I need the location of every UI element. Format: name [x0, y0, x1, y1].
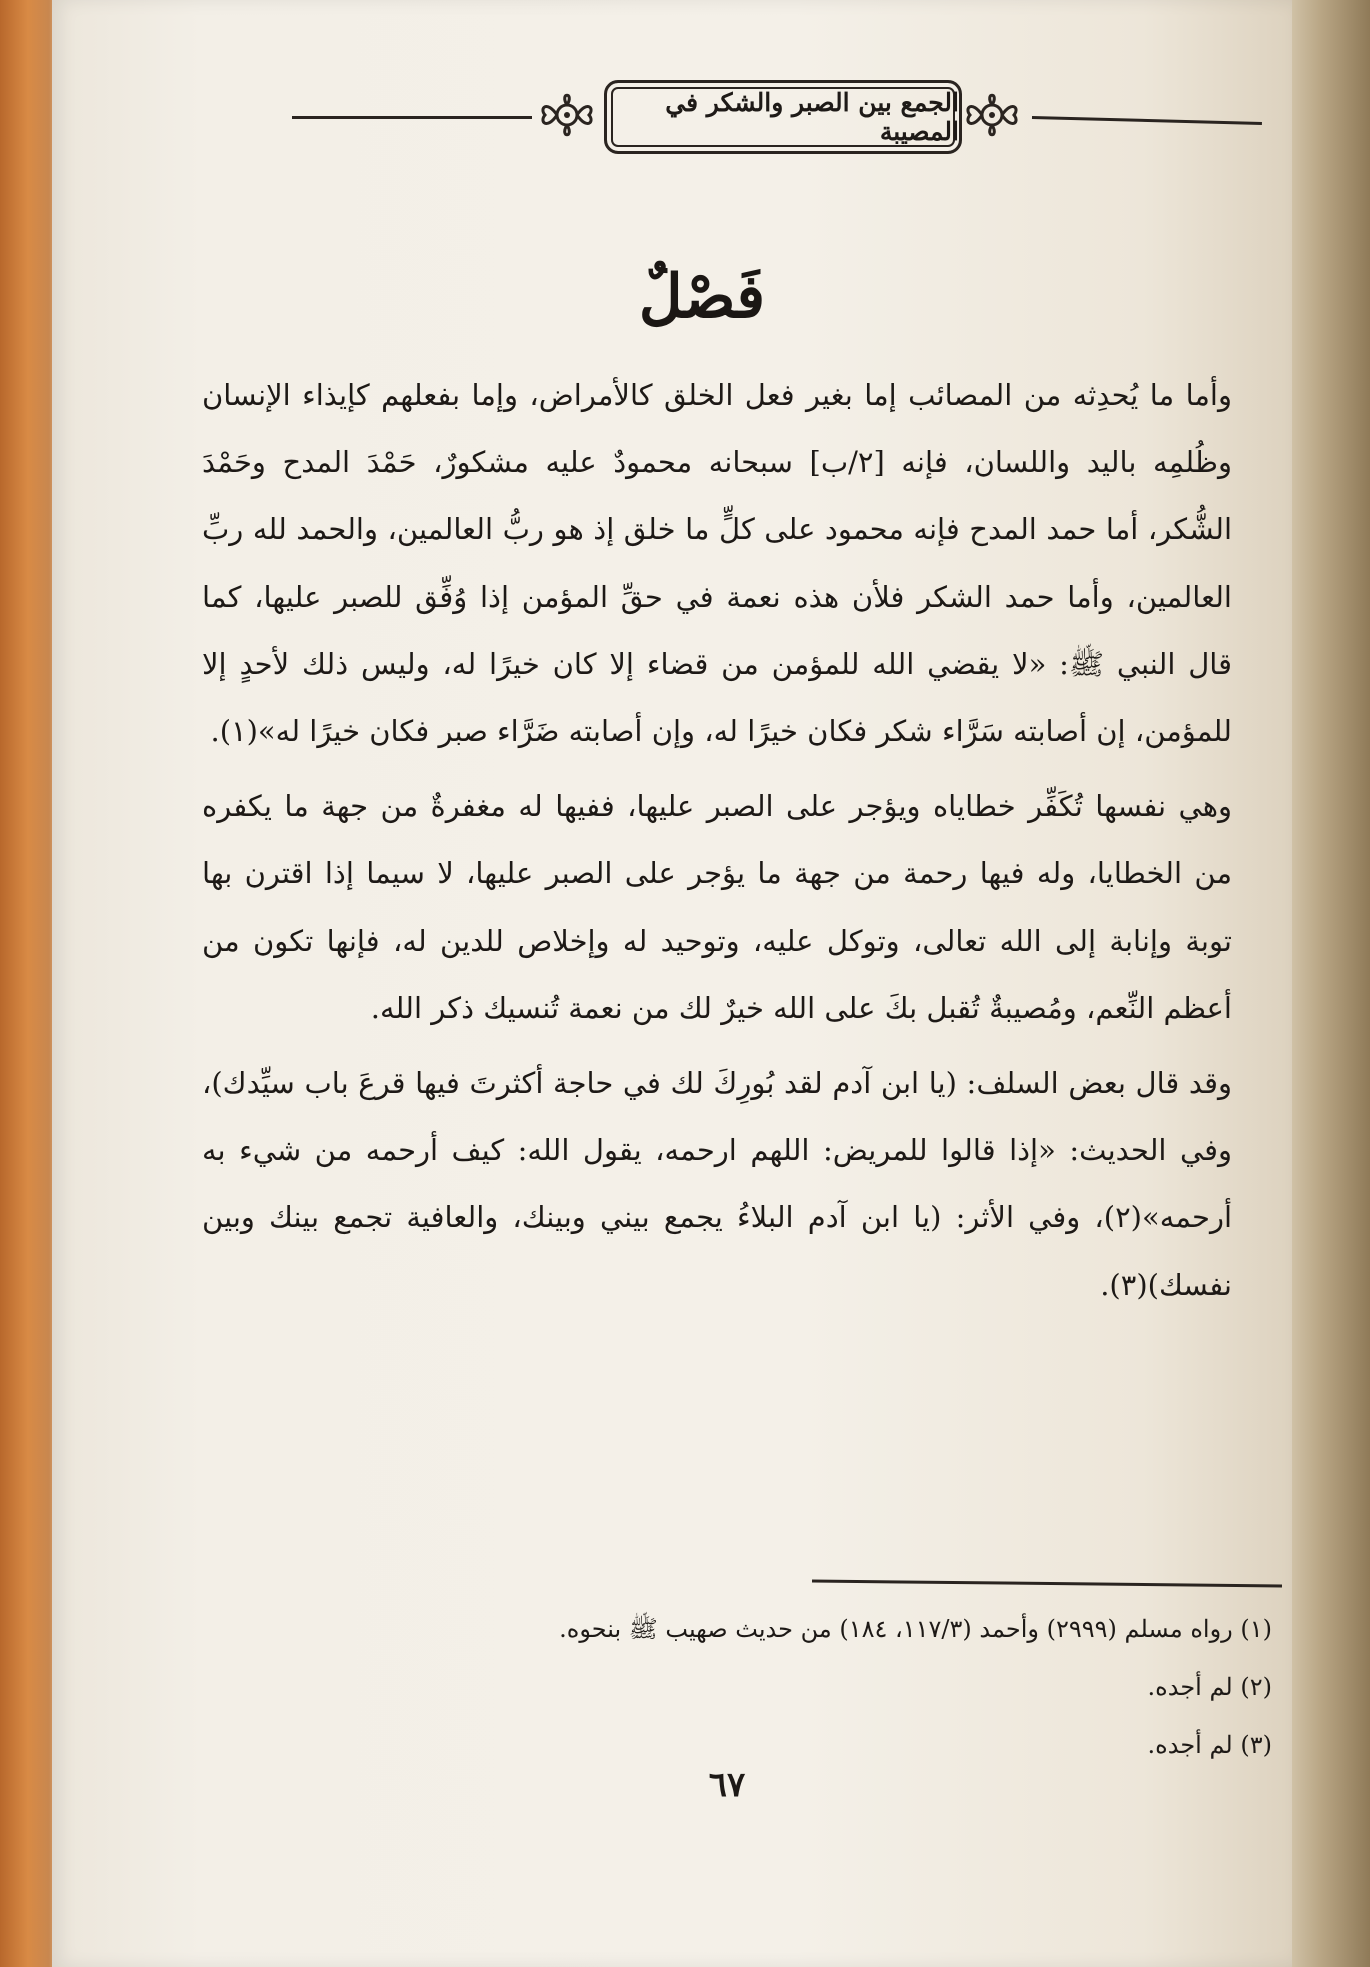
ornament-right-icon — [962, 86, 1022, 144]
footnote-separator — [812, 1580, 1282, 1588]
book-edge-right — [1280, 0, 1370, 1967]
header-rule-left — [292, 116, 532, 119]
paragraph-3: وقد قال بعض السلف: (يا ابن آدم لقد بُورِكَ لك في حاجة أكثرتَ فيها قرعَ باب سيِّدك)، وفي الحديث: «إذا قالوا للمريض: اللهم ارحمه، يقول الله: كيف أرحمه من شيء به أرحمه»(٢)، وفي الأثر: (يا ابن آدم البلاءُ يجمع بيني وبينك، والعافية تجمع بينك وبين نفسك)(٣). — [202, 1066, 1232, 1302]
paragraph-2: وهي نفسها تُكَفِّر خطاياه ويؤجر على الصبر عليها، ففيها له مغفرةٌ من جهة ما يكفره من الخطايا، وله فيها رحمة من جهة ما يؤجر على الصبر عليها، لا سيما إذا اقترن بها توبة وإنابة إلى الله تعالى، وتوكل عليه، وتوحيد له وإخلاص للدين له، فإنها تكون من أعظم النِّعم، ومُصيبةٌ تُقبل بكَ على الله خيرٌ لك من نعمة تُنسيك ذكر الله. — [202, 789, 1232, 1025]
header-rule-right — [1032, 116, 1262, 125]
book-page — [52, 0, 1292, 1967]
footnotes — [352, 1600, 1272, 1774]
footnote-3: (٣) لم أجده. — [1147, 1731, 1272, 1759]
page-number: ٦٧ — [708, 1765, 746, 1805]
header-title: الجمع بين الصبر والشكر في المصيبة — [665, 88, 959, 146]
chapter-title: فَصْلٌ — [638, 262, 766, 332]
main-text — [202, 362, 1292, 1319]
footnote-2: (٢) لم أجده. — [1147, 1673, 1272, 1701]
running-header — [242, 78, 1302, 152]
paragraph-1: وأما ما يُحدِثه من المصائب إما بغير فعل الخلق كالأمراض، وإما بفعلهم كإيذاء الإنسان وظُلمِه باليد واللسان، فإنه [٢/ب] سبحانه محمودٌ عليه مشكورٌ، حَمْدَ المدح وحَمْدَ الشُّكر، أما حمد المدح فإنه محمود على كلٍّ ما خلق إذ هو ربُّ العالمين، والحمد لله ربِّ العالمين، وأما حمد الشكر فلأن هذه نعمة في حقِّ المؤمن إذا وُفِّق للصبر عليها، كما قال النبي ﷺ: «لا يقضي الله للمؤمن من قضاء إلا كان خيرًا له، وليس ذلك لأحدٍ إلا للمؤمن، إن أصابته سَرَّاء شكر فكان خيرًا له، وإن أصابته ضَرَّاء صبر فكان خيرًا له»(١). — [202, 378, 1232, 749]
footnote-1: (١) رواه مسلم (٢٩٩٩) وأحمد (١١٧/٣، ١٨٤) من حديث صهيب ﷺ بنحوه. — [559, 1615, 1272, 1643]
ornament-left-icon — [537, 86, 597, 144]
header-title-frame — [604, 80, 962, 154]
